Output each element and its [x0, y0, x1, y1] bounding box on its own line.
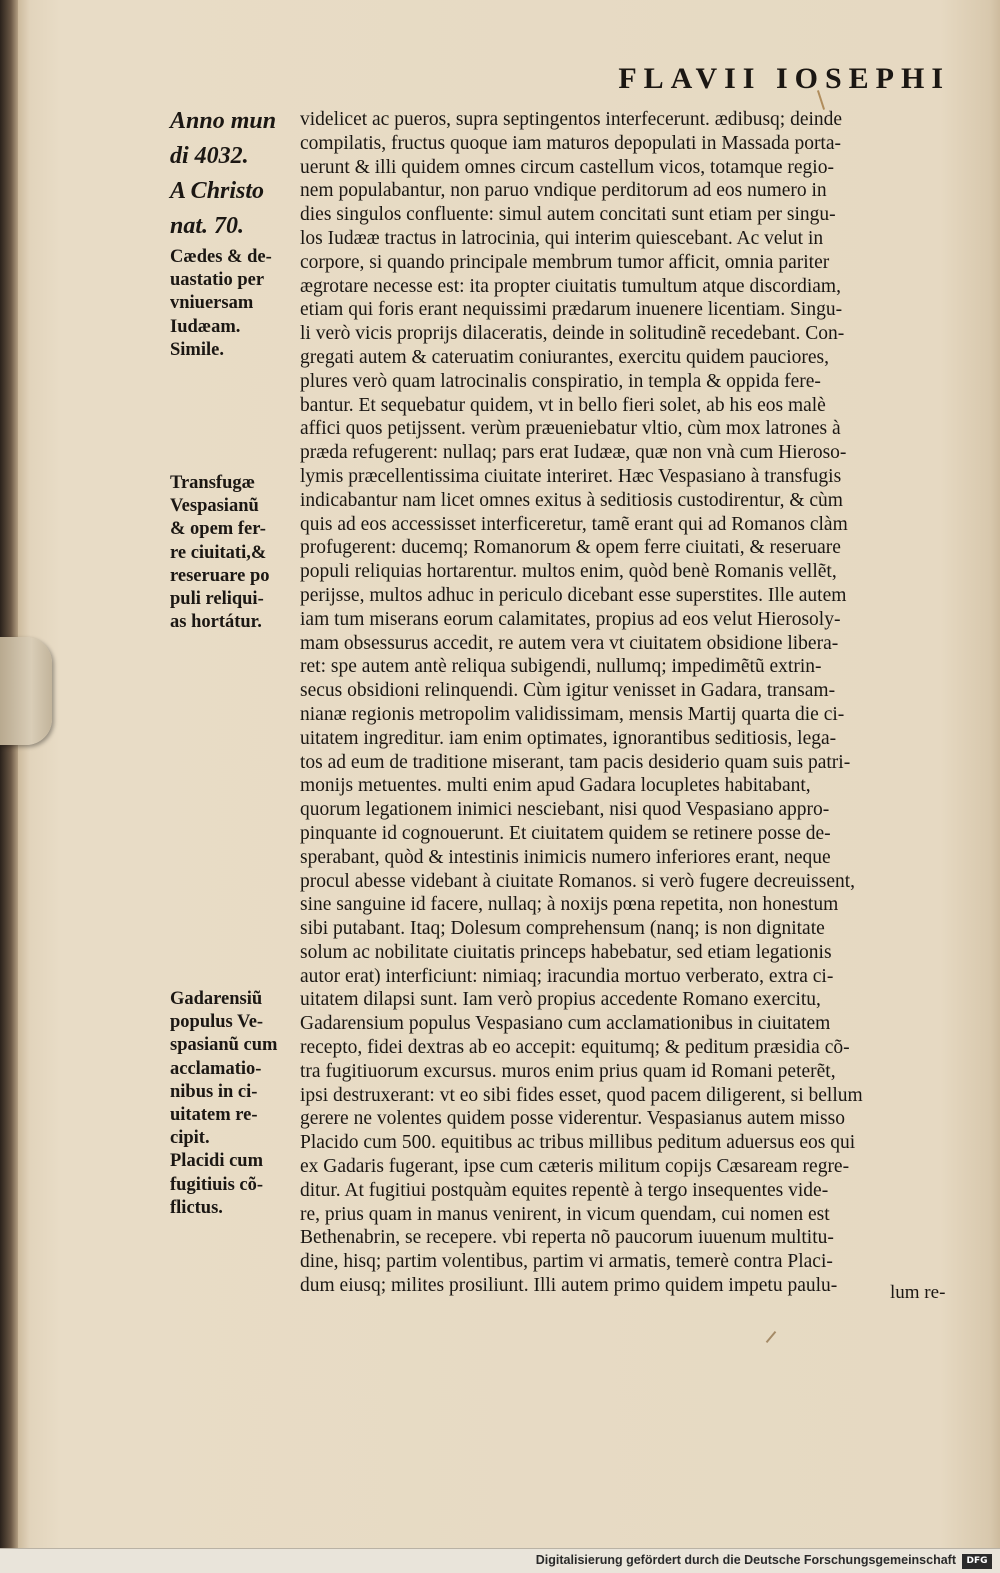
text-line: li verò vicis proprijs dilaceratis, deinde in solitudinẽ recedebant. Con- [300, 323, 845, 345]
text-line: sperabant, quòd & intestinis inimicis numero inferiores erant, neque [300, 846, 831, 868]
margin-note-gadarensium [170, 988, 295, 1220]
text-line: tra fugitiuorum excursus. muros enim prius quam id Romani peterẽt, [300, 1060, 836, 1082]
text-line: recepto, fidei dextras ab eo accepit: equitumq; & peditum præsidia cõ- [300, 1037, 850, 1059]
ink-mark [766, 1331, 777, 1343]
digitization-credit: Digitalisierung gefördert durch die Deutsche Forschungsgemeinschaft [535, 1553, 956, 1567]
margin-line: Transfugæ [170, 473, 255, 493]
margin-line: Anno mun [170, 108, 277, 134]
text-line: tos ad eum de traditione miserant, tam pacis desiderio quam suis patri- [300, 751, 851, 773]
text-line: los Iudææ tractus in latrocinia, qui interim quiescebant. Ac velut in [300, 227, 824, 249]
catchword: lum re- [890, 1282, 946, 1303]
main-text-block [300, 108, 960, 1298]
text-line: profugerent: ducemq; Romanorum & opem ferre ciuitati, & reseruare [300, 537, 841, 559]
text-line: plures verò quam latrocinalis conspiratio, in templa & oppida fere- [300, 370, 821, 392]
margin-line: nat. 70. [170, 213, 245, 239]
margin-line: & opem fer- [170, 519, 266, 540]
margin-line: vniuersam [170, 293, 254, 314]
text-line: gregati autem & cateruatim coniurantes, exercitu quidem pauciores, [300, 346, 829, 368]
text-line: perijsse, multos adhuc in periculo dicebant esse superstites. Ille autem [300, 584, 847, 606]
text-line: indicabantur nam licet omnes exitus à seditiosis custodirentur, & cùm [300, 489, 843, 511]
margin-line: reseruare po [170, 565, 270, 586]
margin-line: Placidi cum [170, 1151, 264, 1172]
text-line: Bethenabrin, se recepere. vbi reperta nõ paucorum iuuenum multitu- [300, 1227, 834, 1249]
page-clasp [0, 637, 52, 745]
text-line: etiam qui foris erant nequissimi prædarum inuenere licentiam. Singu- [300, 299, 843, 321]
text-line: re, prius quam in manus venirent, in vicum quendam, cui nomen est [300, 1203, 830, 1225]
book-spine-edge [0, 0, 18, 1573]
text-line: pinquante id cognouerunt. Et ciuitatem quidem se retinere posse de- [300, 822, 831, 844]
text-line: corpore, si quando principale membrum tumor afficit, omnia pariter [300, 251, 830, 273]
text-line: ditur. At fugitiui postquàm equites repentè à tergo insequentes vide- [300, 1179, 829, 1201]
text-line: uerunt & illi quidem omnes circum castellum vicos, totamque regio- [300, 156, 834, 178]
text-line: gerere ne volentes quidem posse viderentur. Vespasianus autem misso [300, 1108, 845, 1130]
margin-line: di 4032. [170, 143, 249, 169]
text-line: procul abesse videbant à ciuitate Romanos. si verò fugere decreuissent, [300, 870, 856, 892]
margin-line: as hortátur. [170, 612, 262, 633]
text-line: Gadarensium populus Vespasiano cum acclamationibus in ciuitatem [300, 1013, 831, 1035]
text-line: uitatem dilapsi sunt. Iam verò propius accedente Romano exercitu, [300, 989, 821, 1011]
text-line: populi reliquias hortarentur. multos enim, quòd benè Romanis vellẽt, [300, 561, 837, 583]
margin-line: Simile. [170, 339, 224, 360]
text-line: nianæ regionis metropolim validissimam, mensis Martij quarta die ci- [300, 703, 845, 725]
text-line: ret: spe autem antè reliqua subigendi, nullumq; impedimẽtũ extrin- [300, 656, 822, 678]
footer-bar [0, 1548, 1000, 1573]
text-line: ægrotare necesse est: ita propter ciuitatis tumultum atque discordiam, [300, 275, 841, 297]
text-line: compilatis, fructus quoque iam maturos depopulati in Massada porta- [300, 132, 842, 154]
text-line: autor erat) interficiunt: nimiaq; iracundia mortuo verberato, extra ci- [300, 965, 834, 987]
text-line: Placido cum 500. equitibus ac tribus millibus peditum aduersus eos qui [300, 1132, 856, 1154]
text-line: monijs metuentes. multi enim apud Gadara locupletes habitabant, [300, 775, 811, 797]
margin-line: re ciuitati,& [170, 542, 267, 563]
text-line: quis ad eos accessisset interficeretur, tamẽ erant qui ad Romanos clàm [300, 513, 848, 535]
text-line: affici quos petijssent. verùm præueniebatur vltio, cùm mox latrones à [300, 418, 841, 440]
margin-line: uastatio per [170, 270, 265, 291]
margin-line: A Christo [170, 178, 265, 204]
text-line: mam obsessurus accedit, re autem vera vt ciuitatem obsidione libera- [300, 632, 839, 654]
text-line: quorum legationem inimici nesciebant, nisi quod Vespasiano appro- [300, 799, 830, 821]
margin-line: spasianũ cum [170, 1035, 278, 1056]
margin-line: Cædes & de- [170, 247, 272, 267]
text-line: lymis præcellentissima ciuitate interiret. Hæc Vespasiano à transfugis [300, 465, 842, 487]
text-line: dine, hisq; partim volentibus, partim vi armatis, temerè contra Placi- [300, 1251, 833, 1273]
text-line: nem populabantur, non paruo vndique perditorum ad eos numero in [300, 180, 827, 202]
margin-note-caedes [170, 246, 295, 362]
margin-year-note [170, 104, 295, 244]
margin-line: cipit. [170, 1128, 210, 1149]
margin-note-transfugae [170, 472, 295, 634]
dfg-logo: DFG [962, 1554, 992, 1569]
margin-line: Gadarensiũ [170, 989, 263, 1009]
text-line: sibi putabant. Itaq; Dolesum comprehensum (nanq; is non dignitate [300, 918, 825, 940]
text-line: solum ac nobilitate ciuitatis princeps habebatur, sed etiam legationis [300, 941, 832, 963]
text-line: sine sanguine id facere, nullaq; à noxijs pœna repetita, non honestum [300, 894, 839, 916]
text-line: dies singulos confluente: simul autem concitati sunt etiam per singu- [300, 204, 836, 226]
text-line: dum eiusq; milites prosiliunt. Illi autem primo quidem impetu paulu- [300, 1275, 838, 1297]
text-line: bantur. Et sequebatur quidem, vt in bello fieri solet, ab his eos malè [300, 394, 826, 416]
margin-line: fugitiuis cõ- [170, 1174, 264, 1195]
margin-line: puli reliqui- [170, 589, 264, 610]
text-line: uitatem ingreditur. iam enim optimates, ignorantibus seditiosis, lega- [300, 727, 837, 749]
margin-line: Iudæam. [170, 316, 241, 337]
text-line: videlicet ac pueros, supra septingentos interfecerunt. ædibusq; deinde [300, 109, 843, 130]
margin-line: acclamatio- [170, 1058, 262, 1079]
text-line: ipsi destruxerant: vt eo sibi fides esset, quod pacem diligerent, si bellum [300, 1084, 863, 1106]
margin-line: nibus in ci- [170, 1081, 258, 1102]
text-line: ex Gadaris fugerant, ipse cum cæteris militum copijs Cæsaream regre- [300, 1156, 850, 1178]
text-line: secus obsidioni relinquendi. Cùm igitur venisset in Gadara, transam- [300, 680, 836, 702]
text-line: iam tum miserans eorum calamitates, propius ad eos velut Hierosoly- [300, 608, 841, 630]
text-line: præda refugerent: nullaq; pars erat Iudææ, quæ non vnà cum Hieroso- [300, 442, 847, 464]
margin-line: populus Ve- [170, 1012, 264, 1033]
running-title: FLAVII IOSEPHI [618, 62, 950, 95]
margin-line: uitatem re- [170, 1105, 258, 1126]
margin-line: flictus. [170, 1197, 223, 1218]
margin-line: Vespasianũ [170, 496, 259, 517]
